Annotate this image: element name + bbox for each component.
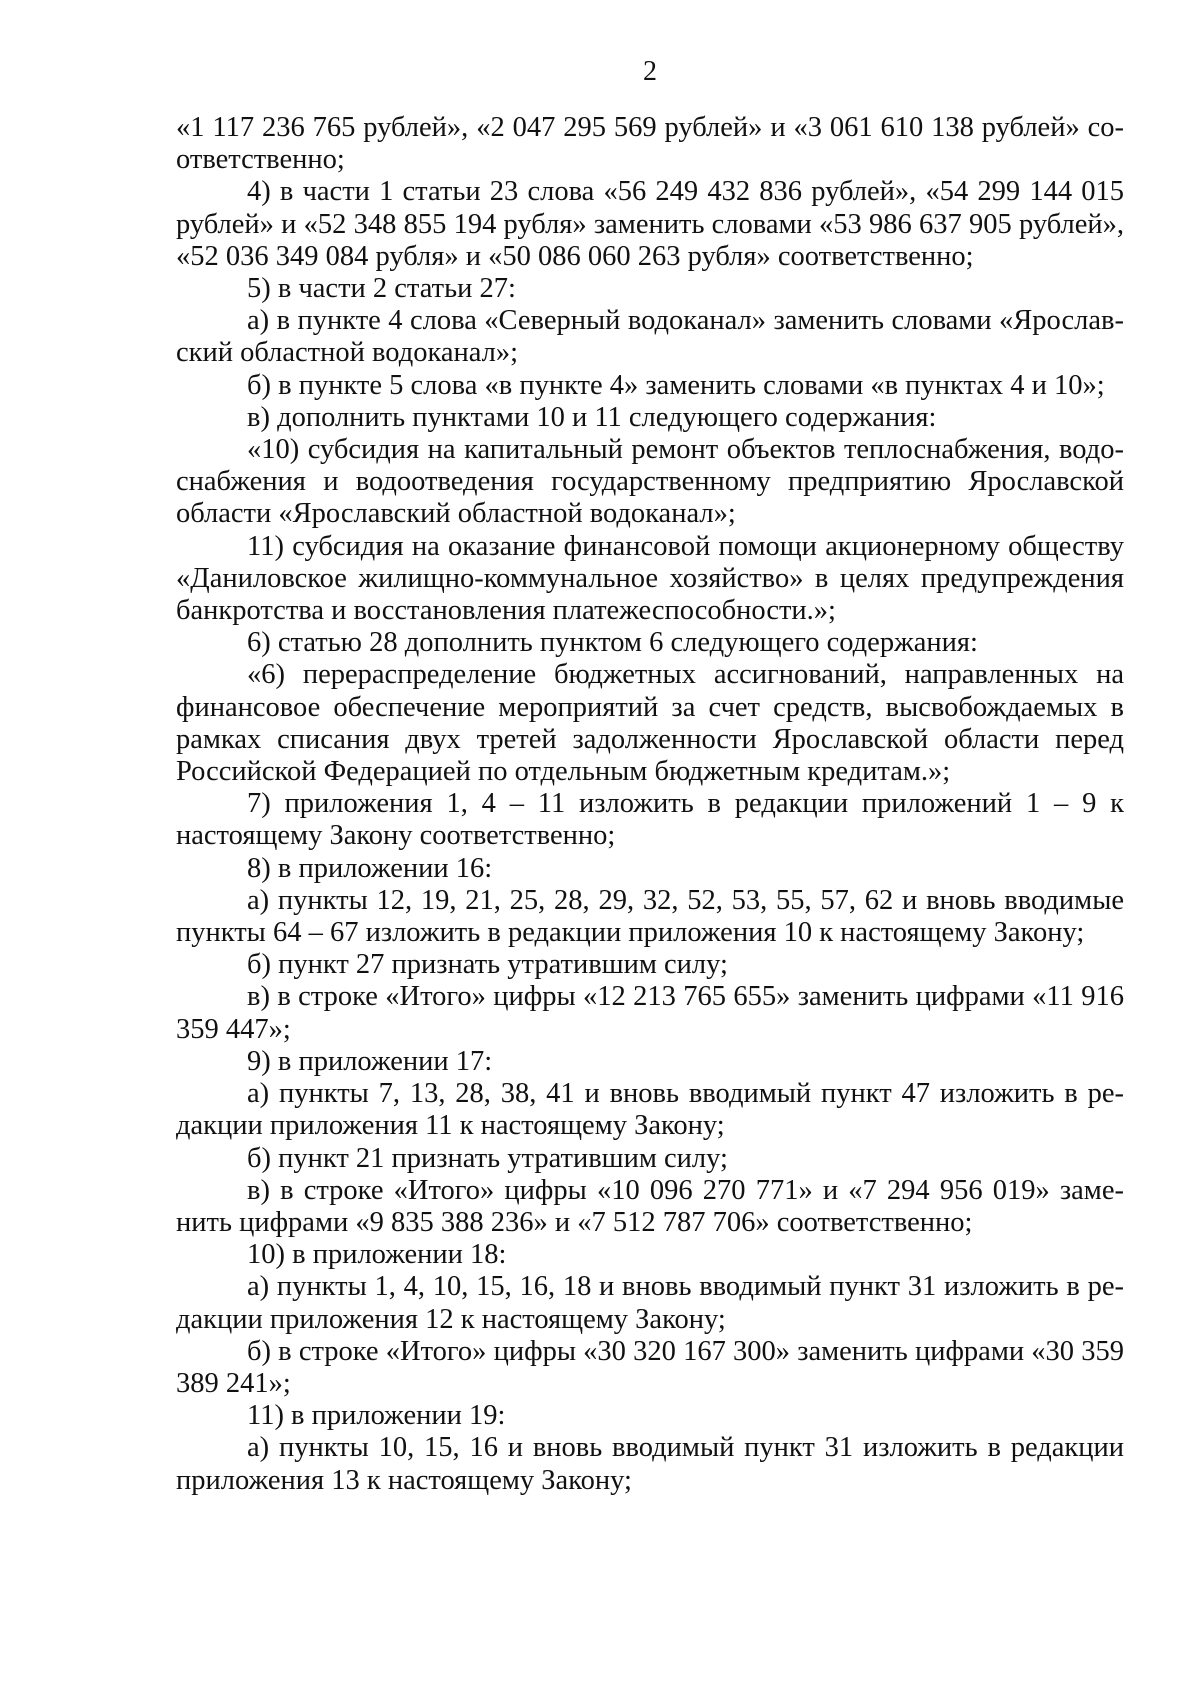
document-body [176, 112, 1124, 1497]
paragraph: 7) приложения 1, 4 – 11 изложить в редакции приложений 1 – 9 к настоящему Закону соответственно; [176, 788, 1124, 852]
paragraph: 6) статью 28 дополнить пунктом 6 следующего содержания: [247, 627, 978, 659]
paragraph: 11) в приложении 19: [247, 1400, 506, 1432]
paragraph: в) в строке «Итого» цифры «12 213 765 655» заменить цифрами «11 916 359 447»; [176, 981, 1124, 1045]
page-number: 2 [643, 56, 657, 87]
paragraph: а) пункты 10, 15, 16 и вновь вводимый пункт 31 изложить в редакции приложения 13 к настоящему Закону; [176, 1432, 1124, 1496]
paragraph: «10) субсидия на капитальный ремонт объектов теплоснабжения, водоснабжения и водоотведения государственному предприятию Ярославской области «Ярославский областной водоканал»; [176, 434, 1124, 530]
paragraph: 10) в приложении 18: [247, 1239, 507, 1271]
paragraph: в) в строке «Итого» цифры «10 096 270 771» и «7 294 956 019» заменить цифрами «9 835 388 236» и «7 512 787 706» соответственно; [176, 1174, 1124, 1238]
paragraph: 9) в приложении 17: [247, 1045, 493, 1077]
paragraph: в) дополнить пунктами 10 и 11 следующего содержания: [247, 401, 937, 433]
paragraph: а) в пункте 4 слова «Северный водоканал» заменить словами «Ярославский областной водоканал»; [176, 305, 1124, 369]
paragraph: б) в строке «Итого» цифры «30 320 167 300» заменить цифрами «30 359 389 241»; [176, 1335, 1124, 1399]
paragraph: «1 117 236 765 рублей», «2 047 295 569 рублей» и «3 061 610 138 рублей» соответственно; [176, 112, 1124, 176]
paragraph: а) пункты 12, 19, 21, 25, 28, 29, 32, 52, 53, 55, 57, 62 и вновь вводимые пункты 64 – 67 изложить в редакции приложения 10 к настоящему Закону; [176, 884, 1124, 949]
paragraph: 5) в части 2 статьи 27: [247, 273, 516, 305]
paragraph: б) пункт 21 признать утратившим силу; [247, 1142, 728, 1174]
paragraph: 8) в приложении 16: [247, 852, 493, 884]
paragraph: а) пункты 1, 4, 10, 15, 16, 18 и вновь вводимый пункт 31 изложить в редакции приложения 12 к настоящему Закону; [176, 1271, 1124, 1335]
paragraph: б) пункт 27 признать утратившим силу; [247, 949, 728, 981]
paragraph: б) в пункте 5 слова «в пункте 4» заменить словами «в пунктах 4 и 10»; [247, 369, 1105, 401]
paragraph: 11) субсидия на оказание финансовой помощи акционерному обществу «Даниловское жилищно-коммунальное хозяйство» в целях предупреждения банкротства и восстановления платежеспособности.»; [176, 530, 1124, 627]
paragraph: а) пункты 7, 13, 28, 38, 41 и вновь вводимый пункт 47 изложить в редакции приложения 11 к настоящему Закону; [176, 1078, 1124, 1142]
paragraph: «6) перераспределение бюджетных ассигнований, направленных на финансовое обеспечение мероприятий за счет средств, высвобождаемых в рамках списания двух третей задолженности Ярославской области перед Российской Федерацией по отдельным бюджетным кредитам.»; [176, 659, 1124, 788]
paragraph: 4) в части 1 статьи 23 слова «56 249 432 836 рублей», «54 299 144 015 рублей» и «52 348 855 194 рубля» заменить словами «53 986 637 905 рублей», «52 036 349 084 рубля» и «50 086 060 263 рубля» соответственно; [176, 176, 1124, 272]
